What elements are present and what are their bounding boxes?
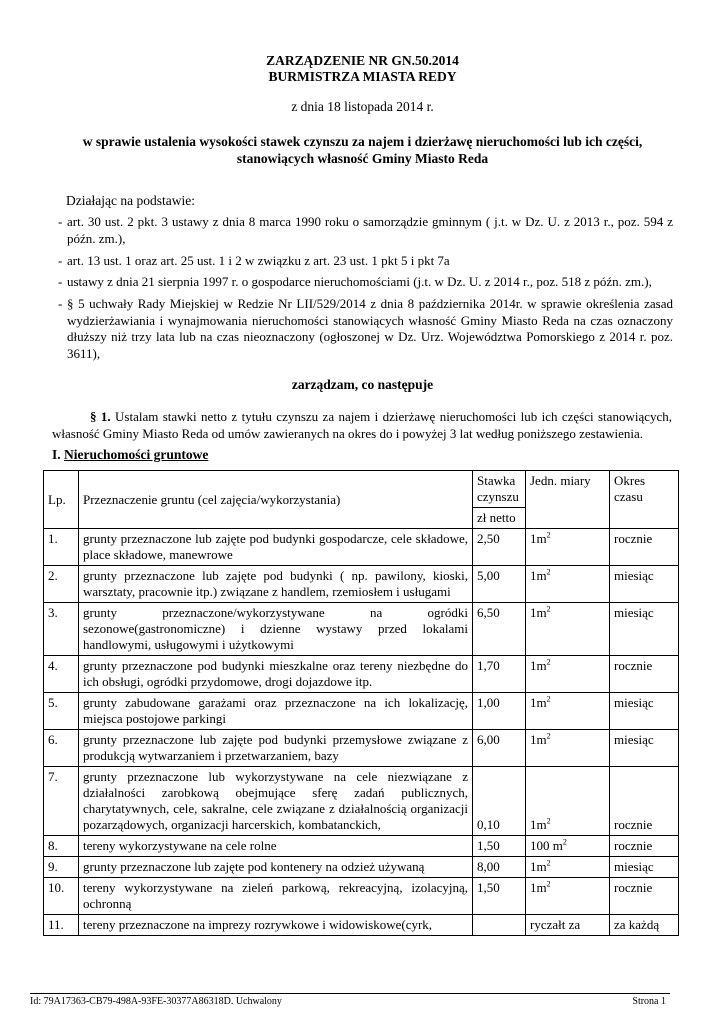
basis-intro: Działając na podstawie: (66, 193, 195, 208)
footer-divider (30, 993, 670, 994)
cell-lp: 6. (44, 730, 79, 767)
subject-line-1: w sprawie ustalenia wysokości stawek czynszu za najem i dzierżawę nieruchomości lub ich części, (82, 134, 643, 149)
subject-line-2: stanowiących własność Gminy Miasto Reda (236, 151, 489, 166)
basis-item (58, 274, 673, 291)
cell-rate: 1,00 (473, 693, 526, 730)
cell-lp: 7. (44, 767, 79, 836)
cell-lp: 1. (44, 529, 79, 566)
cell-period: miesiąc (610, 730, 679, 767)
footer-page: Strona 1 (632, 996, 666, 1007)
title-line-1: ZARZĄDZENIE NR GN.50.2014 (266, 53, 459, 68)
document-title (0, 53, 725, 85)
list-dash: - (58, 274, 63, 289)
cell-period: za każdą (610, 915, 679, 936)
basis-item (58, 296, 673, 362)
cell-rate: 1,70 (473, 656, 526, 693)
table-row (44, 693, 679, 730)
header-period: Okres czasu (610, 471, 679, 529)
cell-rate (473, 915, 526, 936)
table-row (44, 566, 679, 603)
cell-description: tereny wykorzystywane na zieleń parkową, rekreacyjną, izolacyjną, ochronną (79, 878, 473, 915)
cell-period: rocznie (610, 836, 679, 857)
cell-lp: 3. (44, 603, 79, 656)
unit-value: ryczałt za (530, 917, 581, 932)
cell-rate: 0,10 (473, 767, 526, 836)
unit-value: 1m (530, 531, 547, 546)
unit-exponent: 2 (546, 816, 551, 826)
cell-rate: 1,50 (473, 836, 526, 857)
footer-id: Id: 79A17363-CB79-498A-93FE-30377A86318D. Uchwalony (30, 996, 282, 1007)
basis-item (58, 214, 673, 247)
cell-period: rocznie (610, 656, 679, 693)
table-row (44, 730, 679, 767)
cell-unit (526, 566, 610, 603)
unit-value: 1m (530, 658, 547, 673)
cell-lp: 11. (44, 915, 79, 936)
table-row (44, 878, 679, 915)
cell-description: grunty przeznaczone lub zajęte pod budynki ( np. pawilony, kioski, warsztaty, pracownie itp.) związane z handlem, rzemiosłem i usługami (79, 566, 473, 603)
header-unit: Jedn. miary (526, 471, 610, 529)
table-row (44, 603, 679, 656)
cell-description: grunty zabudowane garażami oraz przeznaczone na ich lokalizację, miejsca postojowe parkingi (79, 693, 473, 730)
cell-unit (526, 656, 610, 693)
cell-description: tereny przeznaczone na imprezy rozrywkowe i widowiskowe(cyrk, (79, 915, 473, 936)
header-rate: Stawka czynszu (473, 471, 526, 508)
unit-exponent: 2 (546, 567, 551, 577)
cell-unit (526, 529, 610, 566)
basis-item-text: ustawy z dnia 21 sierpnia 1997 r. o gospodarce nieruchomościami (j.t. w Dz. U. z 2014 r., poz. 518 z późn. zm.), (67, 274, 652, 289)
table-row (44, 529, 679, 566)
cell-unit (526, 730, 610, 767)
cell-period: rocznie (610, 529, 679, 566)
basis-item-text: § 5 uchwały Rady Miejskiej w Redzie Nr LII/529/2014 z dnia 8 października 2014r. w sprawie określenia zasad wydzierżawiania i wynajmowania nieruchomości stanowiących własność Gminy Miasto Reda na czas oznaczony dłuższy niż trzy lata lub na czas nieoznaczony (ogłoszonej w Dz. Urz. Województwa Pomorskiego z 2014 r. poz. 3611), (67, 296, 673, 361)
cell-rate: 2,50 (473, 529, 526, 566)
unit-exponent: 2 (546, 731, 551, 741)
cell-unit (526, 603, 610, 656)
cell-rate: 5,00 (473, 566, 526, 603)
list-dash: - (58, 253, 63, 268)
cell-lp: 9. (44, 857, 79, 878)
section-title: Nieruchomości gruntowe (64, 447, 209, 462)
cell-period: miesiąc (610, 693, 679, 730)
cell-unit (526, 878, 610, 915)
basis-item-text: art. 30 ust. 2 pkt. 3 ustawy z dnia 8 marca 1990 roku o samorządzie gminnym ( j.t. w Dz. U. z 2013 r., poz. 594 z późn. zm.), (67, 214, 673, 246)
cell-rate: 6,50 (473, 603, 526, 656)
cell-lp: 5. (44, 693, 79, 730)
header-rate-unit: zł netto (473, 508, 526, 529)
cell-lp: 8. (44, 836, 79, 857)
document-date: z dnia 18 listopada 2014 r. (291, 99, 434, 114)
cell-description: grunty przeznaczone lub zajęte pod kontenery na odzież używaną (79, 857, 473, 878)
unit-exponent: 2 (546, 694, 551, 704)
unit-value: 1m (530, 859, 547, 874)
basis-item-text: art. 13 ust. 1 oraz art. 25 ust. 1 i 2 w związku z art. 23 ust. 1 pkt 5 i pkt 7a (67, 253, 450, 268)
unit-value: 1m (530, 880, 547, 895)
cell-period: miesiąc (610, 566, 679, 603)
table-body (44, 529, 679, 936)
rates-table (43, 470, 679, 936)
table-header-row (44, 471, 679, 508)
section-number: I. (52, 447, 61, 462)
unit-exponent: 2 (546, 879, 551, 889)
cell-lp: 2. (44, 566, 79, 603)
cell-description: grunty przeznaczone lub zajęte pod budynki gospodarcze, cele składowe, place składowe, manewrowe (79, 529, 473, 566)
unit-value: 1m (530, 695, 547, 710)
cell-unit (526, 836, 610, 857)
unit-exponent: 2 (562, 837, 567, 847)
unit-value: 1m (530, 568, 547, 583)
header-purpose: Przeznaczenie gruntu (cel zajęcia/wykorzystania) (79, 471, 473, 529)
paragraph-text: Ustalam stawki netto z tytułu czynszu za najem i dzierżawę nieruchomości lub ich części stanowiących, własność Gminy Miasto Reda od umów zawieranych na okres do i powyżej 3 lat według poniższego zestawienia. (52, 409, 673, 441)
cell-description: tereny wykorzystywane na cele rolne (79, 836, 473, 857)
cell-description: grunty przeznaczone pod budynki mieszkalne oraz tereny niezbędne do ich obsługi, ogródki przydomowe, drogi dojazdowe itp. (79, 656, 473, 693)
cell-period: miesiąc (610, 603, 679, 656)
cell-period: rocznie (610, 767, 679, 836)
table-row (44, 857, 679, 878)
unit-exponent: 2 (546, 530, 551, 540)
cell-description: grunty przeznaczone/wykorzystywane na ogródki sezonowe(gastronomiczne) i dzienne wystawy przed lokalami handlowymi, usługowymi i użytkowymi (79, 603, 473, 656)
cell-unit (526, 693, 610, 730)
unit-value: 100 m (530, 838, 563, 853)
table-row (44, 836, 679, 857)
table-row (44, 915, 679, 936)
unit-exponent: 2 (546, 858, 551, 868)
cell-unit (526, 915, 610, 936)
basis-item (58, 253, 673, 270)
cell-unit (526, 767, 610, 836)
unit-exponent: 2 (546, 604, 551, 614)
cell-rate: 6,00 (473, 730, 526, 767)
cell-rate: 1,50 (473, 878, 526, 915)
unit-value: 1m (530, 732, 547, 747)
cell-period: rocznie (610, 878, 679, 915)
document-subject (50, 133, 675, 167)
cell-description: grunty przeznaczone lub zajęte pod budynki przemysłowe związane z produkcją wytwarzaniem i przetwarzaniem, bazy (79, 730, 473, 767)
table-row (44, 656, 679, 693)
cell-period: miesiąc (610, 857, 679, 878)
list-dash: - (58, 296, 63, 311)
cell-unit (526, 857, 610, 878)
paragraph-marker: § 1. (90, 409, 111, 424)
cell-lp: 10. (44, 878, 79, 915)
paragraph-1 (52, 408, 672, 442)
cell-description: grunty przeznaczone lub wykorzystywane na cele niezwiązane z działalności zarobkową obejmujące sferę zadań publicznych, charytatywnych, cele, sakralne, cele związane z działalnością organizacji pozarządowych, organizacji harcerskich, kombatanckich, (79, 767, 473, 836)
order-heading: zarządzam, co następuje (291, 377, 434, 392)
cell-lp: 4. (44, 656, 79, 693)
unit-exponent: 2 (546, 657, 551, 667)
cell-rate: 8,00 (473, 857, 526, 878)
table-row (44, 767, 679, 836)
list-dash: - (58, 214, 63, 229)
section-heading (52, 447, 208, 463)
unit-value: 1m (530, 605, 547, 620)
unit-value: 1m (530, 817, 547, 832)
header-lp: Lp. (44, 471, 79, 529)
title-line-2: BURMISTRZA MIASTA REDY (268, 69, 457, 84)
